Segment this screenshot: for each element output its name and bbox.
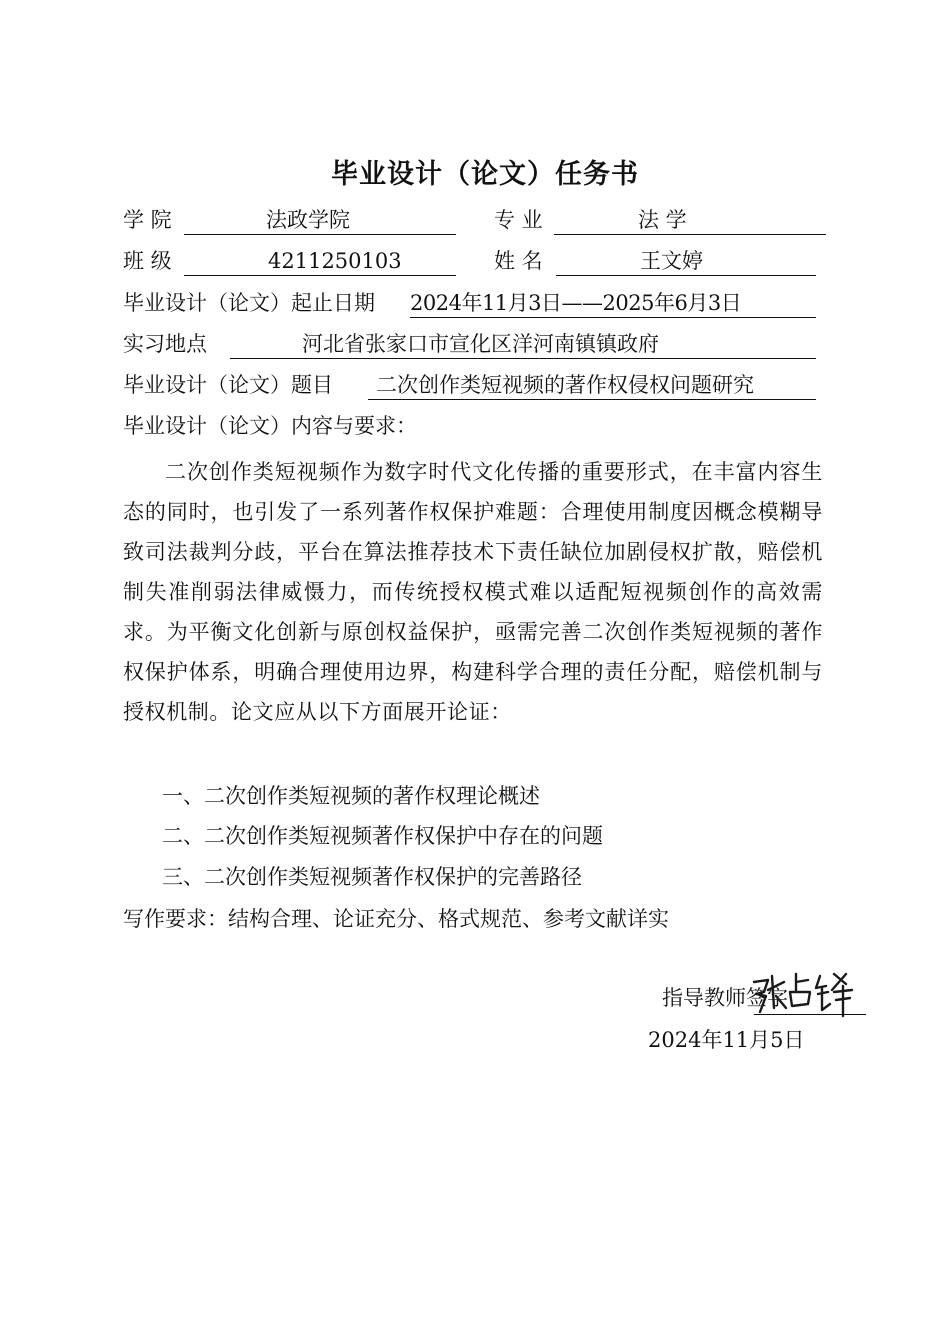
location-label: 实习地点 <box>123 332 207 356</box>
name-field <box>556 245 816 276</box>
major-label: 专 业 <box>494 208 543 232</box>
topic-field <box>368 369 816 400</box>
college-value: 法政学院 <box>266 208 350 232</box>
document-title: 毕业设计（论文）任务书 <box>331 159 639 190</box>
major-row <box>494 204 543 236</box>
outline-item-3: 三、二次创作类短视频著作权保护的完善路径 <box>162 865 582 889</box>
topic-value: 二次创作类短视频的著作权侵权问题研究 <box>376 373 754 397</box>
advisor-signature-label: 指导教师签字 <box>662 986 788 1010</box>
college-row <box>123 204 172 236</box>
location-field <box>230 328 816 359</box>
writing-requirements: 写作要求：结构合理、论证充分、格式规范、参考文献详实 <box>123 907 669 931</box>
topic-label: 毕业设计（论文）题目 <box>123 373 333 397</box>
content-label: 毕业设计（论文）内容与要求： <box>123 414 417 438</box>
dates-field <box>410 287 816 318</box>
major-field <box>554 204 826 235</box>
name-row <box>494 245 543 277</box>
dates-row <box>123 287 375 319</box>
name-label: 姓 名 <box>494 249 543 273</box>
location-value: 河北省张家口市宣化区洋河南镇镇政府 <box>302 332 659 356</box>
major-value: 法 学 <box>638 208 687 232</box>
outline-item-2: 二、二次创作类短视频著作权保护中存在的问题 <box>162 824 603 848</box>
location-row <box>123 328 207 360</box>
name-value: 王文婷 <box>640 249 703 273</box>
class-row <box>123 245 172 277</box>
handwritten-signature <box>748 968 860 1020</box>
class-field <box>184 245 456 276</box>
dates-value: 2024年11月3日——2025年6月3日 <box>410 291 742 315</box>
outline-item-1: 一、二次创作类短视频的著作权理论概述 <box>162 784 540 808</box>
class-value: 4211250103 <box>268 249 402 273</box>
content-paragraph: 二次创作类短视频作为数字时代文化传播的重要形式，在丰富内容生态的同时，也引发了一系列著作权保护难题：合理使用制度因概念模糊导致司法裁判分歧，平台在算法推荐技术下责任缺位加剧侵权扩散，赔偿机制失准削弱法律威慑力，而传统授权模式难以适配短视频创作的高效需求。为平衡文化创新与原创权益保护，亟需完善二次创作类短视频的著作权保护体系，明确合理使用边界，构建科学合理的责任分配，赔偿机制与授权机制。论文应从以下方面展开论证： <box>123 460 823 724</box>
college-label: 学 院 <box>123 208 172 232</box>
signature-line <box>754 1014 866 1015</box>
sign-date: 2024年11月5日 <box>648 1028 805 1052</box>
class-label: 班 级 <box>123 249 172 273</box>
content-row <box>123 410 417 442</box>
college-field <box>184 204 456 235</box>
topic-row <box>123 369 333 401</box>
dates-label: 毕业设计（论文）起止日期 <box>123 291 375 315</box>
